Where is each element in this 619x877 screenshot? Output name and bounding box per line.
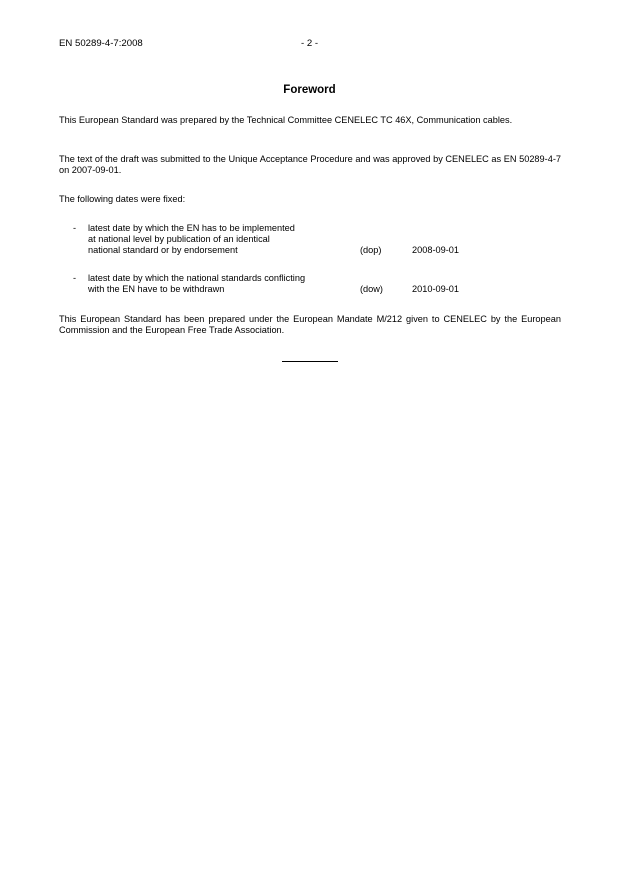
- list-bullet: -: [73, 273, 77, 283]
- list-item-date: 2008-09-01: [412, 244, 459, 255]
- header-page-number: - 2 -: [301, 38, 319, 49]
- list-item-line: national standard or by endorsement: [88, 244, 238, 255]
- list-item-line: latest date by which the national standards conflicting: [88, 273, 306, 283]
- list-item-text: [88, 223, 348, 255]
- list-bullet: -: [73, 223, 77, 233]
- paragraph-dates-intro: The following dates were fixed:: [59, 194, 186, 204]
- paragraph-mandate: This European Standard has been prepared under the European Mandate M/212 given to CENELEC by the European Commission and the European Free Trade Association.: [59, 314, 561, 335]
- paragraph-approval: The text of the draft was submitted to the Unique Acceptance Procedure and was approved by CENELEC as EN 50289-4-7 on 2007-09-01.: [59, 154, 561, 175]
- end-divider-line: [282, 361, 338, 362]
- list-item-text: [88, 273, 348, 295]
- list-item-line: at national level by publication of an identical: [88, 233, 270, 244]
- list-item-line: with the EN have to be withdrawn: [88, 283, 225, 294]
- page-title: Foreword: [283, 84, 336, 96]
- list-item-abbreviation: (dow): [360, 283, 383, 294]
- list-item-date: 2010-09-01: [412, 283, 459, 294]
- list-item-abbreviation: (dop): [360, 244, 382, 255]
- header-document-id: EN 50289-4-7:2008: [59, 38, 143, 49]
- list-item-line: latest date by which the EN has to be implemented: [88, 223, 295, 233]
- paragraph-preparation: This European Standard was prepared by the Technical Committee CENELEC TC 46X, Communication cables.: [59, 115, 513, 125]
